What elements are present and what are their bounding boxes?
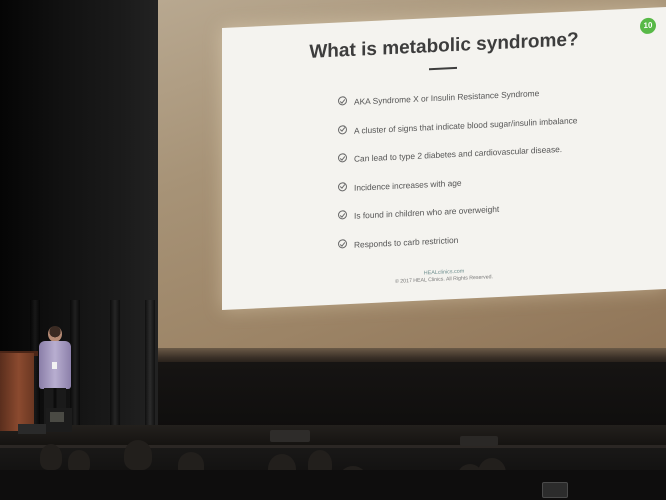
bullet-text: Is found in children who are overweight	[354, 204, 500, 222]
check-circle-icon	[338, 96, 347, 105]
curtain-fold	[145, 300, 155, 440]
check-circle-icon	[338, 210, 347, 219]
phone-icon	[542, 482, 568, 498]
curtain-fold	[110, 300, 120, 440]
stage-monitor	[270, 430, 310, 442]
slide-footer-link: HEALclinics.com	[423, 268, 465, 277]
audience-head	[124, 440, 152, 470]
presenter-badge	[52, 362, 57, 369]
slide-footer-copyright: © 2017 HEAL Clinics. All Rights Reserved.	[395, 274, 493, 285]
bullet-text: AKA Syndrome X or Insulin Resistance Syndrome	[354, 88, 540, 107]
audience-head	[40, 444, 62, 470]
check-circle-icon	[338, 125, 347, 134]
check-circle-icon	[338, 182, 347, 191]
slide-title: What is metabolic syndrome?	[309, 29, 579, 63]
bullet-text: A cluster of signs that indicate blood sugar/insulin imbalance	[354, 114, 578, 136]
check-circle-icon	[338, 153, 347, 162]
title-underline	[429, 67, 457, 70]
lectern	[0, 353, 34, 431]
slide-number-badge: 10	[640, 18, 656, 35]
stage-equipment	[18, 424, 46, 434]
bullet-text: Responds to carb restriction	[354, 234, 459, 250]
stage-floor	[0, 425, 666, 447]
bullet-list	[338, 85, 577, 268]
stage-monitor	[460, 436, 498, 446]
presenter-head	[48, 326, 62, 342]
bullet-text: Incidence increases with age	[354, 177, 462, 193]
laptop-screen	[50, 412, 64, 422]
bullet-text: Can lead to type 2 diabetes and cardiovascular disease.	[354, 144, 563, 164]
presentation-slide	[222, 7, 666, 310]
check-circle-icon	[338, 239, 347, 248]
